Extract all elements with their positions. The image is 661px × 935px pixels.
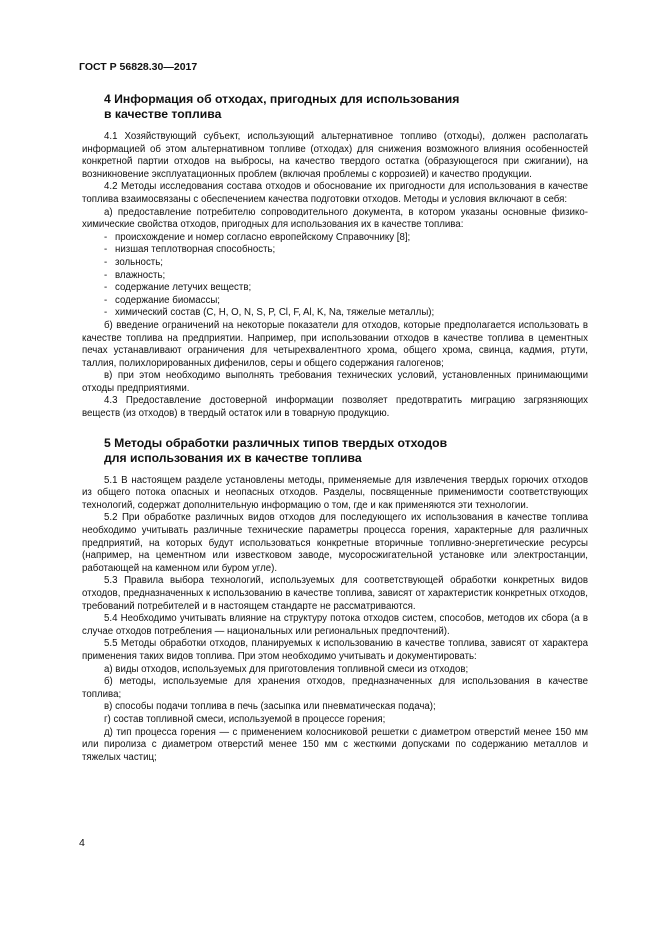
paragraph-5-5: 5.5 Методы обработки отходов, планируемых к использованию в качестве топлива, зависят от характера применения таких видов топлива. При этом необходимо учитывать и документировать: xyxy=(82,638,588,662)
paragraph-4-2: 4.2 Методы исследования состава отходов и обоснование их пригодности для использования в качестве топлива взаимосвязаны с обеспечением качества подготовки отходов. Методы и условия включают в себя: xyxy=(82,181,588,205)
page-number: 4 xyxy=(79,837,85,849)
section-5-title-line-2: для использования их в качестве топлива xyxy=(104,450,362,465)
list-item: - содержание биомассы; xyxy=(104,294,221,306)
document-body xyxy=(82,92,588,764)
paragraph-5-2: 5.2 При обработке различных видов отходов для последующего их использования в качестве топлива необходимо учитывать различные технические параметры процесса горения, характерные для различных предприятий, на которых будут использоваться конкретные вторичные топливно-энергетические ресурсы (например, на цементном или известковом заводе, мусоросжигательной установке или электростанции, работающей на каменном или буром угле). xyxy=(82,512,588,574)
paragraph-4-3: 4.3 Предоставление достоверной информации позволяет предотвратить миграцию загрязняющих веществ (из отходов) в твердый остаток или в товарную продукцию. xyxy=(82,395,588,420)
paragraph-5-5-b: б) методы, используемые для хранения отходов, предназначенных для использования в качестве топлива; xyxy=(82,676,588,700)
section-5-title-line-1: 5 Методы обработки различных типов твердых отходов xyxy=(104,435,448,450)
section-4-title-line-1: 4 Информация об отходах, пригодных для использования xyxy=(104,92,460,106)
paragraph-5-5-a: а) виды отходов, используемых для приготовления топливной смеси из отходов; xyxy=(104,663,469,675)
document-header: ГОСТ Р 56828.30—2017 xyxy=(79,61,198,73)
list-item: - низшая теплотворная способность; xyxy=(104,244,276,256)
paragraph-5-1: 5.1 В настоящем разделе установлены методы, применяемые для извлечения твердых горючих отходов из общего потока опасных и неопасных отходов. Разделы, посвященные применимости соответствующих технологий, содержат дополнительную информацию о том, где и как применяются эти технологии. xyxy=(82,474,588,511)
list-item: - влажность; xyxy=(104,269,166,281)
list-item: - зольность; xyxy=(104,256,163,268)
paragraph-4-2-b: б) введение ограничений на некоторые показатели для отходов, которые предполагается использовать в качестве топлива на предприятии. Например, при использовании отходов в качестве топлива в цементных печах устанавливают ограничения для четырехвалентного хрома, общего хрома, свинца, кадмия, ртути, таллия, полихлорированных дифенилов, серы и общего содержания галогенов; xyxy=(82,319,588,369)
paragraph-5-5-d: г) состав топливной смеси, используемой в процессе горения; xyxy=(104,713,386,725)
list-item: - происхождение и номер согласно европейскому Справочнику [8]; xyxy=(104,231,411,243)
paragraph-5-5-e: д) тип процесса горения — с применением колосниковой решетки с диаметром отверстий менее 150 мм или пиролиза с диаметром отверстий менее 150 мм с жесткими допусками по содержанию металлов и тяжелых частиц; xyxy=(82,726,588,763)
list-item: - содержание летучих веществ; xyxy=(104,282,252,294)
paragraph-5-4: 5.4 Необходимо учитывать влияние на структуру потока отходов систем, способов, методов их сбора (а в случае отходов потребления — национальных или региональных предпочтений). xyxy=(82,613,588,637)
paragraph-5-3: 5.3 Правила выбора технологий, используемых для соответствующей обработки конкретных видов отходов, предназначенных к использованию в качестве топлива, зависят от характеристик конкретных отходов, требований потребителей и в настоящем стандарте не рассматриваются. xyxy=(82,575,588,612)
properties-list xyxy=(82,232,588,320)
paragraph-5-5-c: в) способы подачи топлива в печь (засыпка или пневматическая подача); xyxy=(104,701,436,713)
list-item: - химический состав (C, H, O, N, S, P, Cl, F, Al, K, Na, тяжелые металлы); xyxy=(104,307,435,319)
paragraph-4-2-a: а) предоставление потребителю сопроводительного документа, в котором указаны основные физико-химические свойства отходов, пригодных для использования их в качестве топлива: xyxy=(82,206,588,231)
section-4-title-line-2: в качестве топлива xyxy=(104,107,222,121)
section-5-heading xyxy=(104,436,588,466)
paragraph-4-1: 4.1 Хозяйствующий субъект, использующий альтернативное топливо (отходы), должен располагать информацией об этом альтернативном топливе (отходах) для снижения возможного влияния особенностей конкретной партии отходов на выбросы, на качество твердого остатка (образующегося при сжигании), на возникновение эксплуатационных проблем (включая проблемы с коррозией) и качество продукции. xyxy=(82,131,588,180)
paragraph-4-2-c: в) при этом необходимо выполнять требования технических условий, установленных принимающими отходы предприятиями. xyxy=(82,370,588,394)
section-4-heading xyxy=(104,92,588,122)
